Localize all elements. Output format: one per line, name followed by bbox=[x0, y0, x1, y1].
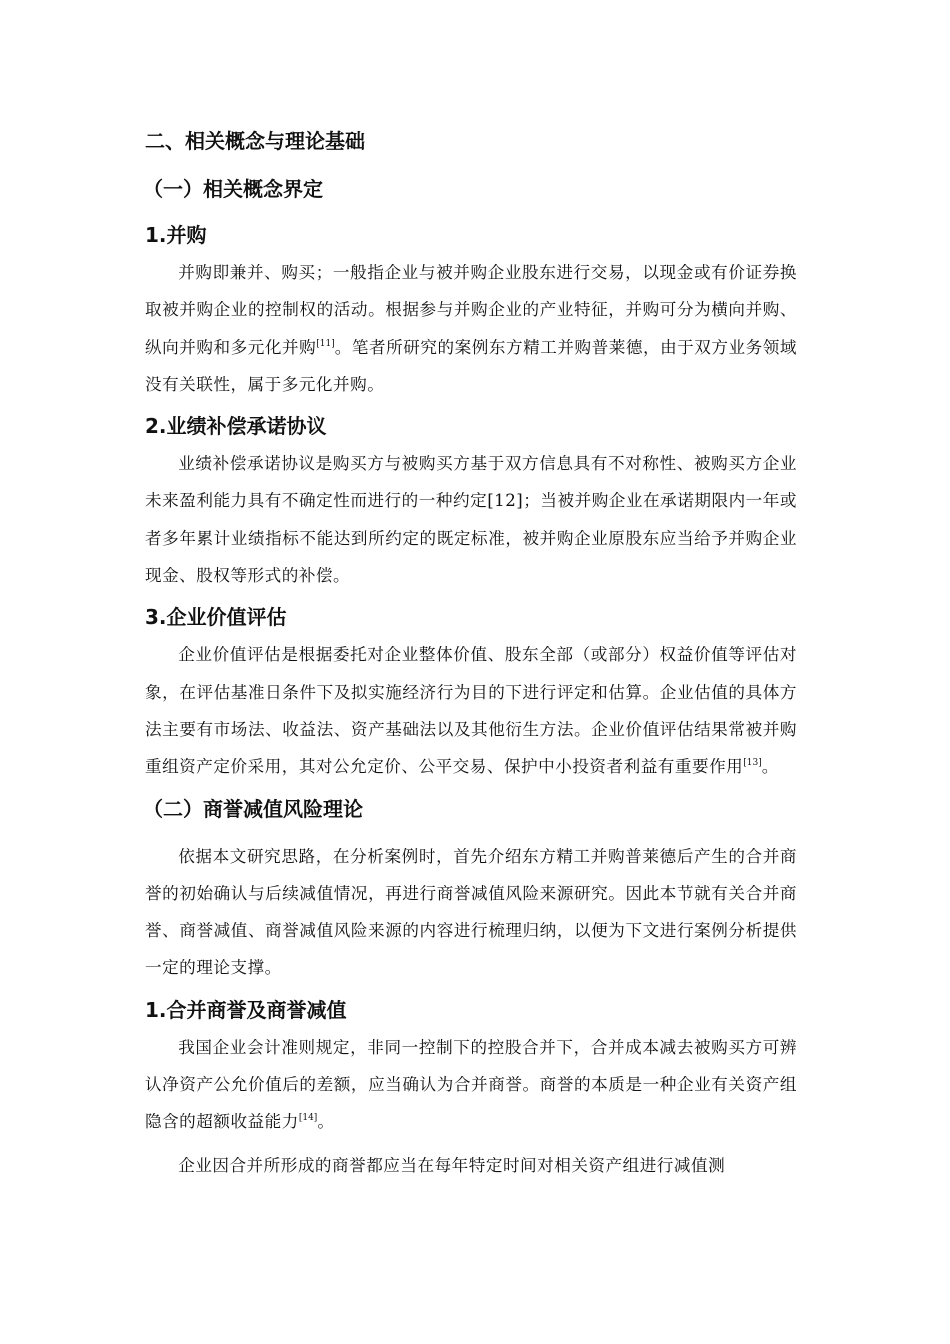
subsection-heading-valuation: 3.企业价值评估 bbox=[145, 605, 287, 630]
subsection-heading-performance-compensation: 2.业绩补偿承诺协议 bbox=[145, 414, 327, 439]
citation-13: [13] bbox=[743, 758, 762, 769]
paragraph-goodwill-definition: 我国企业会计准则规定，非同一控制下的控股合并下，合并成本减去被购买方可辨认净资产公允价值后的差额，应当确认为合并商誉。商誉的本质是一种企业有关资产组隐含的超额收益能力[14]。 bbox=[145, 1037, 797, 1132]
section-heading-goodwill-risk: （二）商誉减值风险理论 bbox=[143, 796, 363, 821]
chapter-heading: 二、相关概念与理论基础 bbox=[145, 129, 365, 153]
citation-14: [14] bbox=[298, 1113, 318, 1124]
paragraph-performance-compensation: 业绩补偿承诺协议是购买方与被购买方基于双方信息具有不对称性、被购买方企业未来盈利能力具有不确定性而进行的一种约定[12]；当被并购企业在承诺期限内一年或者多年累计业绩指标不能达到所约定的既定标准，被并购企业原股东应当给予并购企业现金、股权等形式的补偿。 bbox=[145, 454, 797, 586]
citation-11: [11] bbox=[316, 338, 335, 349]
paragraph-valuation: 企业价值评估是根据委托对企业整体价值、股东全部（或部分）权益价值等评估对象，在评估基准日条件下及拟实施经济行为目的下进行评定和估算。企业估值的具体方法主要有市场法、收益法、资产基础法以及其他衍生方法。企业价值评估结果常被并购重组资产定价采用，其对公允定价、公平交易、保护中小投资者利益有重要作用[13]。 bbox=[145, 645, 797, 777]
paragraph-goodwill-testing: 企业因合并所形成的商誉都应当在每年特定时间对相关资产组进行减值测 bbox=[178, 1155, 726, 1175]
subsection-heading-mergers: 1.并购 bbox=[145, 223, 207, 247]
paragraph-goodwill-intro: 依据本文研究思路，在分析案例时，首先介绍东方精工并购普莱德后产生的合并商誉的初始确认与后续减值情况，再进行商誉减值风险来源研究。因此本节就有关合并商誉、商誉减值、商誉减值风险来源的内容进行梳理归纳，以便为下文进行案例分析提供一定的理论支撑。 bbox=[145, 846, 797, 978]
subsection-heading-goodwill-impairment: 1.合并商誉及商誉减值 bbox=[145, 997, 347, 1022]
section-heading-concepts: （一）相关概念界定 bbox=[143, 177, 323, 201]
paragraph-mergers: 并购即兼并、购买；一般指企业与被并购企业股东进行交易，以现金或有价证券换取被并购企业的控制权的活动。根据参与并购企业的产业特征，并购可分为横向并购、纵向并购和多元化并购[11]。笔者所研究的案例东方精工并购普莱德，由于双方业务领域没有关联性，属于多元化并购。 bbox=[145, 263, 798, 394]
document-page bbox=[145, 124, 797, 1190]
